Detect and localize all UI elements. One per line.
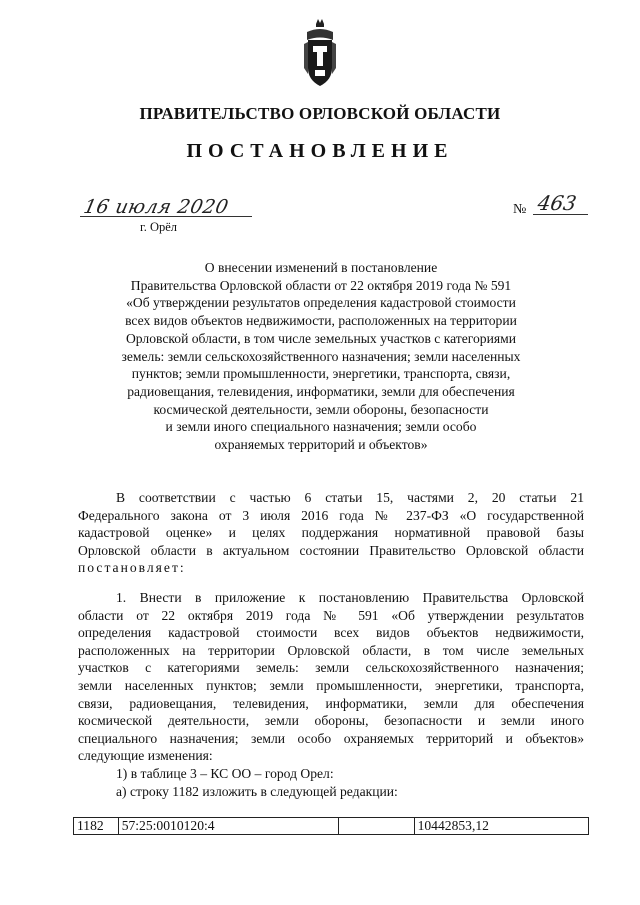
table-row <box>74 818 589 835</box>
row-number-cell: 1182 <box>74 818 119 835</box>
preamble-paragraph <box>78 489 584 577</box>
item-1-line: следующие изменения: <box>78 748 213 764</box>
cadastral-value-cell: 10442853,12 <box>414 818 588 835</box>
subject-line: космической деятельности, земли обороны, безопасности <box>153 401 489 417</box>
subject-line: всех видов объектов недвижимости, расположенных на территории <box>125 313 517 329</box>
item-1-line: связи, радиовещания, телевидения, информатики, земли для обеспечения <box>78 695 584 711</box>
item-1-line: 1. Внести в приложение к постановлению Правительства Орловской <box>116 590 584 605</box>
coat-of-arms-icon <box>303 18 337 90</box>
amendment-table <box>73 817 589 835</box>
item-1-line: области от 22 октября 2019 года № 591 «Об утверждении результатов <box>78 607 584 623</box>
empty-cell <box>339 818 414 835</box>
subitem-line: а) строку 1182 изложить в следующей редакции: <box>116 783 398 799</box>
preamble-line: Орловской области в актуальном состоянии Правительство Орловской области <box>78 542 584 558</box>
cadastral-number-cell: 57:25:0010120:4 <box>118 818 339 835</box>
subject-line: Правительства Орловской области от 22 октября 2019 года № 591 <box>130 277 512 293</box>
item-1-paragraph <box>78 589 584 800</box>
document-type: ПОСТАНОВЛЕНИЕ <box>186 140 454 162</box>
item-1-line: земли населенных пунктов; земли промышленности, энергетики, транспорта, <box>78 677 584 693</box>
subitem-line: 1) в таблице 3 – КС ОО – город Орел: <box>116 765 334 781</box>
subject-line: «Об утверждении результатов определения кадастровой стоимости <box>126 295 516 311</box>
organization-title: ПРАВИТЕЛЬСТВО ОРЛОВСКОЙ ОБЛАСТИ <box>139 104 501 123</box>
item-1-line: определения кадастровой стоимости всех видов объектов недвижимости, <box>78 625 584 641</box>
document-subject <box>90 259 552 454</box>
preamble-line: постановляет: <box>78 560 186 576</box>
number-label: № <box>513 202 527 217</box>
item-1-line: участков с категориями земель: земли сельскохозяйственного назначения; <box>78 660 584 676</box>
subject-line: О внесении изменений в постановление <box>204 260 438 275</box>
preamble-line: кадастровой оценке» и целях поддержания нормативной правовой базы <box>78 525 584 541</box>
preamble-line: В соответствии с частью 6 статьи 15, частями 2, 20 статьи 21 <box>116 490 584 505</box>
subject-line: пунктов; земли промышленности, энергетики, транспорта, связи, <box>131 366 511 382</box>
subject-line: земель: земли сельскохозяйственного назначения; земли населенных <box>121 348 521 364</box>
signing-date: 16 июля 2020 <box>81 196 231 218</box>
city: г. Орёл <box>140 220 178 234</box>
subject-line: и земли иного специального назначения; земли особо <box>165 419 477 435</box>
subject-line: радиовещания, телевидения, информатики, земли для обеспечения <box>127 383 515 399</box>
item-1-line: космической деятельности, земли обороны, безопасности и земли иного <box>78 713 584 729</box>
number-underline <box>533 214 588 215</box>
subject-line: охраняемых территорий и объектов» <box>214 437 428 453</box>
date-underline <box>80 216 252 217</box>
subject-line: Орловской области, в том числе земельных участков с категориями <box>125 330 516 346</box>
item-1-line: расположенных на территории Орловской области, в том числе земельных <box>78 642 584 658</box>
preamble-line: Федерального закона от 3 июля 2016 года № 237-ФЗ «О государственной <box>78 507 584 523</box>
document-number: 463 <box>535 191 579 215</box>
item-1-line: специального назначения; земли особо охраняемых территорий и объектов» <box>78 730 584 746</box>
